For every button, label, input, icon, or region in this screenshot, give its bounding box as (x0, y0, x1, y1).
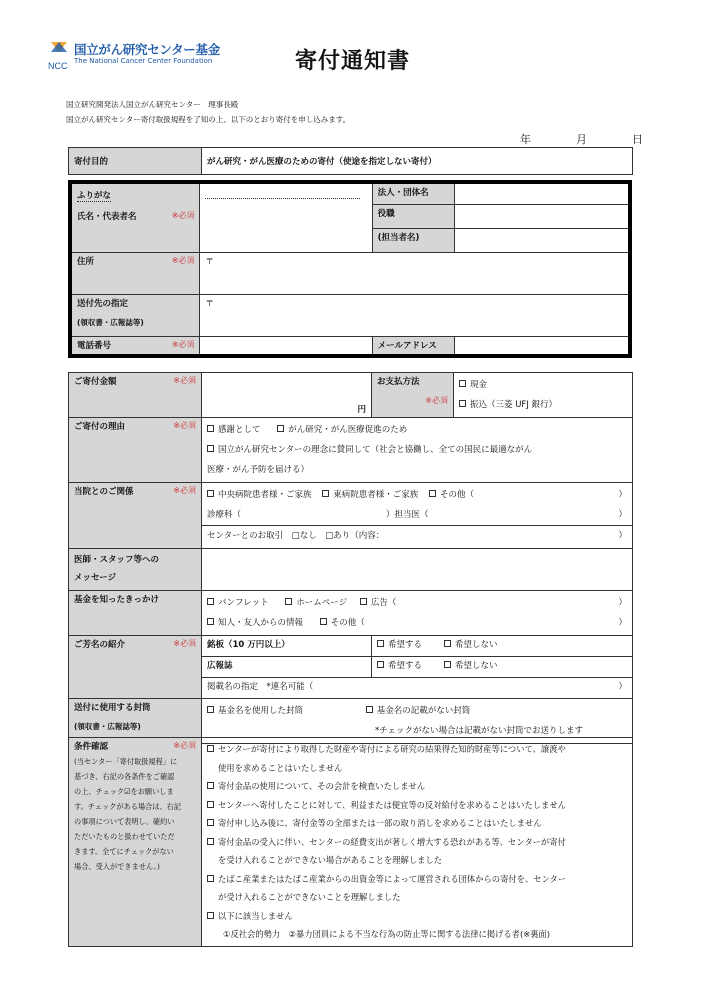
message-input[interactable] (202, 549, 633, 591)
corp-input[interactable] (455, 182, 630, 204)
relation-central-checkbox[interactable] (207, 490, 214, 497)
required-mark: ※必須 (173, 421, 196, 430)
furigana-line (205, 198, 360, 199)
envelope-named-label: 基金名を使用した封筒 (218, 706, 304, 716)
required-mark: ※必須 (425, 396, 448, 405)
ncc-logo-icon (48, 38, 70, 72)
person-label: (担当者名) (372, 228, 455, 252)
required-mark: ※必須 (171, 255, 195, 265)
amount-input[interactable] (202, 373, 372, 418)
plaque-nowish-checkbox[interactable] (444, 640, 451, 647)
amount-label: ご寄付金額 (74, 377, 117, 387)
relation-central-label: 中央病院患者様・ご家族 (218, 490, 312, 500)
application-statement: 国立がん研究センター寄付取扱規程を了知の上、以下のとおり寄付を申し込みます。 (66, 115, 351, 124)
close-paren: ） (618, 682, 627, 692)
listed-name-input[interactable] (202, 678, 633, 699)
furigana-label: ふりがな (77, 191, 112, 201)
position-input[interactable] (455, 204, 630, 228)
condition-7-label: 以下に該当しません (218, 910, 293, 921)
condition-5-label: 寄付金品の受入に伴い、センターの経費支出が著しく増大する恐れがある等、センターが寄付 (218, 836, 566, 847)
payment-transfer-checkbox[interactable] (459, 400, 466, 407)
close-paren: ） (618, 531, 627, 541)
email-input[interactable] (455, 336, 630, 356)
source-label: 基金を知ったきっかけ (69, 591, 202, 636)
bulletin-label: 広報誌 (202, 657, 372, 678)
bulletin-nowish-checkbox[interactable] (444, 661, 451, 668)
condition-2-checkbox[interactable] (207, 782, 214, 789)
condition-4-checkbox[interactable] (207, 819, 214, 826)
condition-3-checkbox[interactable] (207, 801, 214, 808)
address-label-cell (70, 252, 200, 294)
source-other-label: その他（ (330, 618, 365, 628)
plaque-options (372, 636, 633, 657)
conditions-table (68, 737, 633, 947)
message-label: 医師・スタッフ等への (74, 555, 160, 565)
relation-options (202, 483, 633, 549)
conditions-label-cell (69, 738, 202, 947)
business-label: センターとのお取引 □なし □あり（内容： (207, 531, 385, 541)
source-friend-label: 知人・友人からの情報 (218, 618, 304, 628)
reason-options (202, 418, 633, 483)
send-to-note: (領収書・広報誌等) (77, 317, 144, 327)
required-mark: ※必須 (173, 486, 196, 495)
bulletin-options (372, 657, 633, 678)
conditions-list (202, 738, 633, 947)
source-website-label: ホームページ (296, 598, 348, 608)
purpose-value: がん研究・がん医療のための寄付（使途を指定しない寄付） (202, 148, 633, 175)
message-label-cell (69, 549, 202, 591)
conditions-label: 条件確認 (74, 742, 109, 752)
person-input[interactable] (455, 228, 630, 252)
name-label: 氏名・代表者名 (77, 212, 137, 222)
required-mark: ※必須 (173, 741, 196, 750)
send-to-input[interactable] (200, 294, 630, 336)
condition-1-checkbox[interactable] (207, 745, 214, 752)
name-label-cell (70, 182, 200, 252)
doctor-label: ）担当医（ (386, 510, 429, 520)
date-field[interactable] (520, 131, 643, 147)
postal-mark: 〒 (205, 256, 214, 267)
phone-input[interactable] (200, 336, 372, 356)
plaque-wish-checkbox[interactable] (377, 640, 384, 647)
svg-text:NCC: NCC (48, 61, 68, 71)
department-label: 診療科（ (207, 510, 242, 520)
purpose-table (68, 147, 633, 175)
payment-transfer-label: 振込（三菱 UFJ 銀行） (470, 400, 558, 410)
intro-label-cell (69, 636, 202, 699)
reason-research-label: がん研究・がん医療促進のため (288, 425, 408, 435)
source-friend-checkbox[interactable] (207, 618, 214, 625)
close-paren: ） (618, 598, 627, 608)
reason-philosophy-checkbox[interactable] (207, 445, 214, 452)
required-mark: ※必須 (171, 211, 195, 220)
envelope-plain-checkbox[interactable] (366, 706, 373, 713)
envelope-default-note: *チェックがない場合は記載がない封筒でお送りします (375, 726, 583, 736)
condition-1-continued: 使用を求めることはいたしません (218, 762, 343, 773)
addressee-line: 国立研究開発法人国立がん研究センター 理事長殿 (66, 100, 239, 109)
condition-1-label: センターが寄付により取得した財産や寄付による研究の結果得た知的財産等について、譲渡や (218, 744, 566, 754)
bulletin-wish-checkbox[interactable] (377, 661, 384, 668)
relation-other-checkbox[interactable] (429, 490, 436, 497)
source-ad-checkbox[interactable] (360, 598, 367, 605)
required-mark: ※必須 (173, 376, 196, 385)
listed-name-label: 掲載名の指定 *連名可能（ (207, 682, 314, 692)
condition-2-label: 寄付金品の使用について、その会計を検査いたしません (218, 781, 426, 791)
source-options (202, 591, 633, 636)
payment-options (454, 373, 633, 418)
donation-table (68, 372, 633, 744)
reason-philosophy-label: 国立がん研究センターの理念に賛同して（社会と協働し、全ての国民に最適ながん (218, 445, 533, 455)
payment-cash-label: 現金 (470, 380, 488, 390)
envelope-note: (領収書・広報誌等) (74, 722, 141, 731)
close-paren: ） (618, 510, 627, 520)
logo-english-text: The National Cancer Center Foundation (74, 57, 213, 65)
address-input[interactable] (200, 252, 630, 294)
intro-label: ご芳名の紹介 (74, 640, 126, 650)
relation-east-checkbox[interactable] (322, 490, 329, 497)
yen-unit: 円 (357, 405, 366, 415)
phone-label: 電話番号 (77, 340, 112, 351)
condition-5-checkbox[interactable] (207, 838, 214, 845)
condition-6-checkbox[interactable] (207, 875, 214, 882)
month-label: 月 (576, 133, 587, 146)
payment-label-cell (372, 373, 454, 418)
logo-japanese-text: 国立がん研究センター基金 (74, 42, 220, 57)
send-to-label: 送付先の指定 (77, 298, 129, 309)
year-label: 年 (520, 133, 531, 146)
reason-label: ご寄付の理由 (74, 422, 126, 432)
payment-label: お支払方法 (377, 377, 420, 387)
condition-6-label: たばこ産業またはたばこ産業からの出資金等によって運営される団体からの寄付を、センター (218, 873, 567, 884)
reason-label-cell (69, 418, 202, 483)
personal-info-table (68, 180, 632, 358)
reason-research-checkbox[interactable] (277, 425, 284, 432)
envelope-plain-label: 基金名の記載がない封筒 (376, 706, 471, 716)
reason-thanks-checkbox[interactable] (207, 425, 214, 432)
email-label: メールアドレス (372, 336, 455, 356)
condition-7-checkbox[interactable] (207, 912, 214, 919)
source-website-checkbox[interactable] (285, 598, 292, 605)
relation-label: 当院とのご関係 (74, 487, 134, 497)
relation-label-cell (69, 483, 202, 549)
plaque-wish-label: 希望する (388, 640, 423, 650)
address-label: 住所 (77, 256, 95, 267)
plaque-label: 銘板（10 万円以上） (202, 636, 372, 657)
send-to-label-cell (70, 294, 200, 336)
day-label: 日 (632, 133, 643, 146)
reason-philosophy-continued: 医療・がん予防を届ける） (207, 465, 310, 475)
envelope-label: 送付に使用する封筒 (74, 703, 151, 713)
bulletin-nowish-label: 希望しない (455, 661, 498, 671)
close-paren: ） (618, 490, 627, 500)
bulletin-wish-label: 希望する (388, 661, 423, 671)
condition-4-label: 寄付申し込み後に、寄付金等の全部または一部の取り消しを求めることはいたしません (218, 818, 542, 828)
close-paren: ） (618, 618, 627, 628)
relation-east-label: 東病院患者様・ご家族 (333, 490, 419, 500)
envelope-named-checkbox[interactable] (207, 706, 214, 713)
addressee-block (66, 97, 350, 127)
amount-label-cell (69, 373, 202, 418)
corp-label: 法人・団体名 (372, 182, 455, 204)
conditions-note: (当センター「寄付取扱規程」に 基づき、右記の各条件をご確認 の上、チェック☑をお願いしま す。チェックがある場合は、右記 の事項について表明し、確約い ただいたものと扱わせていただ きます。全てにチェックがない 場合、受入ができません。) (74, 757, 182, 871)
position-label: 役職 (372, 204, 455, 228)
source-pamphlet-checkbox[interactable] (207, 598, 214, 605)
required-mark: ※必須 (171, 339, 195, 349)
name-input[interactable] (200, 182, 372, 252)
postal-mark: 〒 (205, 298, 214, 309)
document-title: 寄付通知書 (295, 49, 411, 74)
reason-thanks-label: 感謝として (218, 425, 261, 435)
message-label-line2: メッセージ (74, 573, 116, 583)
source-pamphlet-label: パンフレット (218, 598, 269, 608)
condition-3-label: センターへ寄付したことに対して、利益または便宜等の反対給付を求めることはいたしません (218, 799, 566, 810)
relation-other-label: その他（ (439, 490, 474, 500)
source-ad-label: 広告（ (370, 598, 397, 608)
purpose-label: 寄付目的 (69, 148, 202, 175)
condition-7-details: ①反社会的勢力 ②暴力団員による不当な行為の防止等に関する法律に掲げる者(※裏面) (223, 929, 550, 939)
phone-label-cell (70, 336, 200, 356)
condition-6-continued: が受け入れることができないことを理解しました (218, 892, 401, 902)
condition-5-continued: を受け入れることができない場合があることを理解しました (218, 855, 443, 865)
plaque-nowish-label: 希望しない (455, 640, 498, 650)
required-mark: ※必須 (173, 639, 196, 648)
source-other-checkbox[interactable] (320, 618, 327, 625)
payment-cash-checkbox[interactable] (459, 380, 466, 387)
